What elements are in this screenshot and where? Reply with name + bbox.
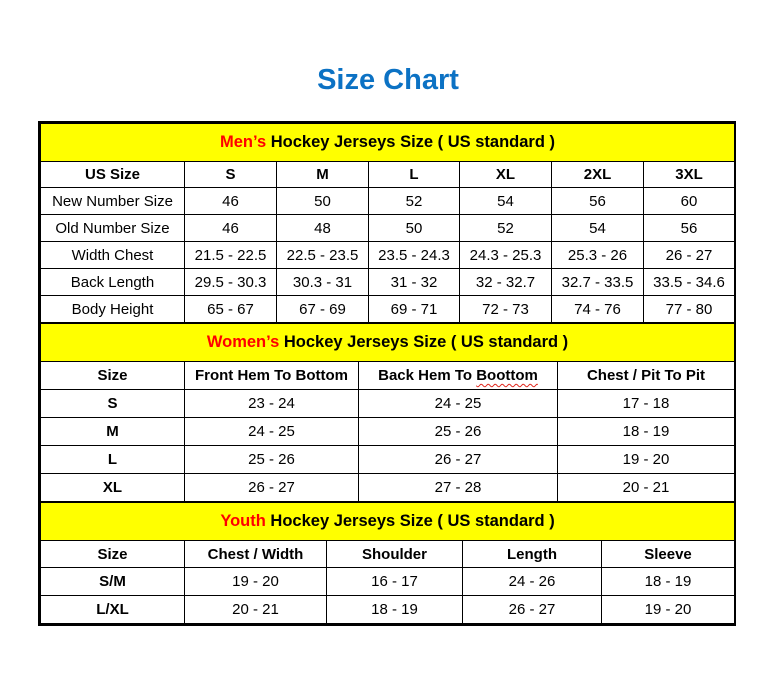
cell: 29.5 - 30.3 bbox=[185, 269, 277, 296]
womens-banner-highlight: Women’s bbox=[206, 333, 280, 351]
cell: 18 - 19 bbox=[602, 568, 735, 596]
cell: 54 bbox=[552, 215, 644, 242]
column-header bbox=[359, 362, 558, 390]
cell: 20 - 21 bbox=[185, 596, 327, 624]
column-header: 3XL bbox=[644, 162, 735, 188]
cell: 54 bbox=[460, 188, 552, 215]
youth-banner-highlight: Youth bbox=[220, 512, 266, 530]
cell: 27 - 28 bbox=[359, 474, 558, 502]
row-label: XL bbox=[41, 474, 185, 502]
cell: 24 - 26 bbox=[463, 568, 602, 596]
mens-section-banner bbox=[41, 124, 735, 162]
table-row bbox=[41, 296, 735, 323]
youth-banner-text bbox=[41, 503, 735, 541]
table-row bbox=[41, 242, 735, 269]
cell: 24.3 - 25.3 bbox=[460, 242, 552, 269]
row-label: Body Height bbox=[41, 296, 185, 323]
cell: 60 bbox=[644, 188, 735, 215]
row-label: L bbox=[41, 446, 185, 474]
cell: 56 bbox=[644, 215, 735, 242]
womens-banner-text bbox=[41, 324, 735, 362]
cell: 23 - 24 bbox=[185, 390, 359, 418]
mens-banner-rest: Hockey Jerseys Size ( US standard ) bbox=[270, 133, 556, 151]
cell: 16 - 17 bbox=[327, 568, 463, 596]
size-chart bbox=[38, 121, 736, 626]
cell: 32.7 - 33.5 bbox=[552, 269, 644, 296]
cell: 46 bbox=[185, 188, 277, 215]
cell: 24 - 25 bbox=[359, 390, 558, 418]
row-label: Old Number Size bbox=[41, 215, 185, 242]
row-label: New Number Size bbox=[41, 188, 185, 215]
cell: 24 - 25 bbox=[185, 418, 359, 446]
table-row bbox=[41, 269, 735, 296]
cell: 25 - 26 bbox=[185, 446, 359, 474]
row-label: Width Chest bbox=[41, 242, 185, 269]
column-header: XL bbox=[460, 162, 552, 188]
column-header: S bbox=[185, 162, 277, 188]
cell: 31 - 32 bbox=[369, 269, 460, 296]
column-header: US Size bbox=[41, 162, 185, 188]
page-title: Size Chart bbox=[317, 64, 459, 96]
cell: 48 bbox=[277, 215, 369, 242]
womens-header-row bbox=[41, 362, 735, 390]
cell: 26 - 27 bbox=[359, 446, 558, 474]
cell: 21.5 - 22.5 bbox=[185, 242, 277, 269]
row-label: M bbox=[41, 418, 185, 446]
cell: 25.3 - 26 bbox=[552, 242, 644, 269]
table-row bbox=[41, 596, 735, 624]
cell: 26 - 27 bbox=[644, 242, 735, 269]
womens-size-table bbox=[40, 323, 735, 502]
cell: 19 - 20 bbox=[602, 596, 735, 624]
cell: 32 - 32.7 bbox=[460, 269, 552, 296]
cell: 56 bbox=[552, 188, 644, 215]
cell: 67 - 69 bbox=[277, 296, 369, 323]
table-row bbox=[41, 390, 735, 418]
cell: 69 - 71 bbox=[369, 296, 460, 323]
row-label: S bbox=[41, 390, 185, 418]
cell: 52 bbox=[460, 215, 552, 242]
youth-size-table bbox=[40, 502, 735, 624]
cell: 74 - 76 bbox=[552, 296, 644, 323]
cell: 72 - 73 bbox=[460, 296, 552, 323]
cell: 26 - 27 bbox=[463, 596, 602, 624]
column-header: Length bbox=[463, 541, 602, 568]
cell: 17 - 18 bbox=[558, 390, 735, 418]
cell: 19 - 20 bbox=[185, 568, 327, 596]
cell: 26 - 27 bbox=[185, 474, 359, 502]
cell: 77 - 80 bbox=[644, 296, 735, 323]
column-header: Front Hem To Bottom bbox=[185, 362, 359, 390]
row-label: L/XL bbox=[41, 596, 185, 624]
column-header: Size bbox=[41, 362, 185, 390]
womens-section-banner bbox=[41, 324, 735, 362]
cell: 52 bbox=[369, 188, 460, 215]
mens-header-row bbox=[41, 162, 735, 188]
cell: 25 - 26 bbox=[359, 418, 558, 446]
table-row bbox=[41, 474, 735, 502]
mens-size-table bbox=[40, 123, 735, 323]
column-header: M bbox=[277, 162, 369, 188]
cell: 18 - 19 bbox=[558, 418, 735, 446]
cell: 65 - 67 bbox=[185, 296, 277, 323]
mens-banner-highlight: Men’s bbox=[219, 133, 267, 151]
cell: 50 bbox=[277, 188, 369, 215]
column-header: Sleeve bbox=[602, 541, 735, 568]
back-hem-misspelled-word: Boottom bbox=[476, 367, 538, 384]
cell: 22.5 - 23.5 bbox=[277, 242, 369, 269]
youth-section-banner bbox=[41, 503, 735, 541]
cell: 19 - 20 bbox=[558, 446, 735, 474]
cell: 46 bbox=[185, 215, 277, 242]
cell: 33.5 - 34.6 bbox=[644, 269, 735, 296]
back-hem-label: Back Hem To bbox=[378, 367, 473, 384]
youth-header-row bbox=[41, 541, 735, 568]
cell: 30.3 - 31 bbox=[277, 269, 369, 296]
column-header: 2XL bbox=[552, 162, 644, 188]
cell: 18 - 19 bbox=[327, 596, 463, 624]
column-header: Shoulder bbox=[327, 541, 463, 568]
cell: 20 - 21 bbox=[558, 474, 735, 502]
youth-banner-rest: Hockey Jerseys Size ( US standard ) bbox=[270, 512, 555, 530]
cell: 23.5 - 24.3 bbox=[369, 242, 460, 269]
table-row bbox=[41, 446, 735, 474]
column-header: L bbox=[369, 162, 460, 188]
table-row bbox=[41, 215, 735, 242]
row-label: Back Length bbox=[41, 269, 185, 296]
column-header: Chest / Pit To Pit bbox=[558, 362, 735, 390]
table-row bbox=[41, 568, 735, 596]
cell: 50 bbox=[369, 215, 460, 242]
womens-banner-rest: Hockey Jerseys Size ( US standard ) bbox=[283, 333, 569, 351]
table-row bbox=[41, 418, 735, 446]
table-row bbox=[41, 188, 735, 215]
column-header: Size bbox=[41, 541, 185, 568]
row-label: S/M bbox=[41, 568, 185, 596]
column-header: Chest / Width bbox=[185, 541, 327, 568]
mens-banner-text bbox=[41, 124, 735, 162]
